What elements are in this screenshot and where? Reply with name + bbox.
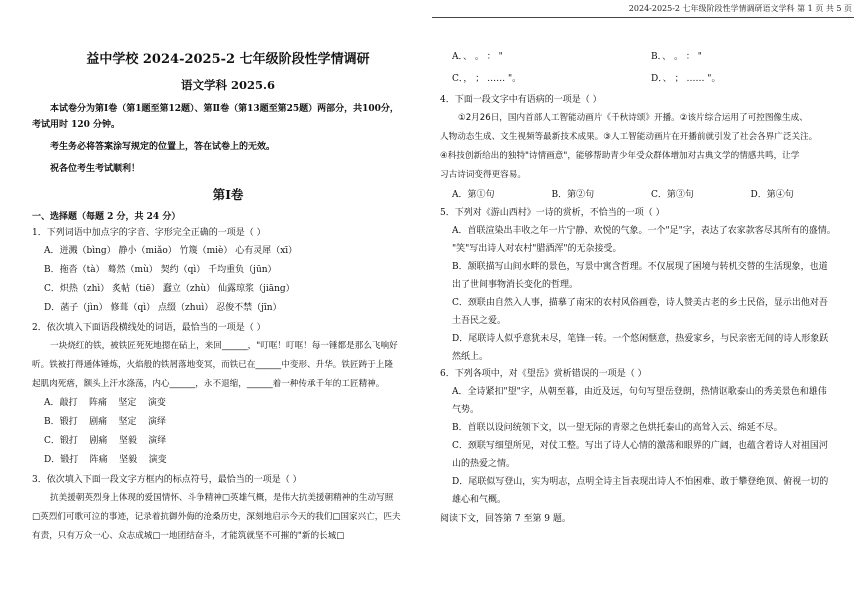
question-1-option-c: C．炽热（zhì） 炙帖（tiē） 蠢立（zhù） 仙露琼浆（jiāng） [44,284,295,294]
question-5-option-a: A．首联渲染出丰收之年一片宁静、欢悦的气象。一个"足"字，表达了农家款客尽其所有的盛情。 [452,226,836,236]
right-column [440,46,850,528]
opt-c-2: 剧痛 [89,436,108,446]
question-1-option-d: D．菡子（jìn） 修葺（qì） 点缀（zhuì） 忍俊不禁（jīn） [44,303,282,313]
section-title: 第Ⅰ卷 [212,187,244,202]
question-5-option-c-cont: 土吾民之爱。 [452,316,507,326]
opt-d-2: 阵痛 [89,455,108,465]
question-1-stem: 1．下列词语中加点字的字音、字形完全正确的一项是（ ） [32,228,266,238]
question-5-stem: 5．下列对《游山西村》一诗的赏析，不恰当的一项（ ） [440,208,665,218]
instruction-line-2: 考试用时 120 分钟。 [32,120,121,130]
opt-d-3: 坚毅 [119,455,138,465]
instruction-line-3: 考生务必将答案涂写规定的位置上，答在试卷上的无效。 [50,142,276,152]
opt-c-1: C．锻打 [44,436,78,446]
question-5-option-d-cont: 然纸上。 [452,352,489,362]
question-2-passage-line-1: 一块烧红的铁，被铁匠死死地摁在砧上，来回______，"叮哐！叮哐！每一锤都是那么飞响好 [50,341,398,351]
instruction-line-4: 祝各位考生考试顺利！ [50,164,141,174]
reading-instruction: 阅读下文，回答第 7 至第 9 题。 [440,514,571,524]
opt-a-2: 阵痛 [88,398,107,408]
question-4-passage-line-4: 习古诗词变得更容易。 [440,170,526,180]
question-1-option-b: B．拖沓（tà） 蓦然（mù） 契约（qì） 千均重负（jūn） [44,265,277,275]
instruction-line-1: 本试卷分为第Ⅰ卷（第1题至第12题）、第Ⅱ卷（第13题至第25题）两部分，共100分， [50,104,399,114]
question-3-option-d: D．、 ； …… "。 [651,74,721,84]
question-2-option-c [32,432,424,451]
question-2-passage-line-2: 听。铁被打得通体锤炼，火焰般的铁屑落地变冥，而铁已在______中变形、升华。铁匠踌于上隆 [32,360,393,370]
question-2-option-d [32,451,424,470]
question-3-options-row-2 [440,68,850,90]
question-1-option-a: A．迸溅（bìng） 静小（miǎo） 竹篾（miè） 心有灵犀（xī） [44,246,298,256]
question-4-passage-line-1: ①2月26日，国内首部人工智能动画片《千秋诗颂》开播。②该片综合运用了可控图像生成、 [458,113,808,123]
question-3-option-b: B．、 。 ： " [651,52,702,62]
question-2-stem: 2．依次填入下面语段横线处的词语，最恰当的一项是（ ） [32,323,266,333]
opt-b-2: 剧痛 [89,417,108,427]
question-3-option-a: A．、 。 ： " [452,52,503,62]
question-5-option-b-cont: 出了世间事物消长变化的哲理。 [452,280,579,290]
opt-d-1: D．锻打 [44,455,79,465]
question-3-passage-line-1: 抗美援朝英烈身上体现的爱国情怀、斗争精神□英雄气概，是伟大抗美援朝精神的生动写照 [50,493,394,503]
opt-b-4: 演绎 [148,417,167,427]
question-4-option-c: C．第③句 [651,190,694,200]
question-4-passage-line-2: 人物动态生成、文生视频等最新技术成果。③人工智能动画片在开播前就引发了社会各界广泛关注。 [440,132,818,142]
question-3-passage-line-3: 有责，只有万众一心、众志成城□一地团结奋斗，才能筑就坚不可摧的"新的长城□ [32,531,345,541]
question-2-option-a [32,394,424,413]
opt-a-4: 演变 [147,398,166,408]
question-6-option-b: B．首联以设问统领下文，以一望无际的青翠之色烘托泰山的高耸入云、绵延不尽。 [452,423,783,433]
question-3-passage-line-2: □英烈们可歌可泣的事迹，记录着抗御外侮的沧桑历史，深刻地启示今天的我们□国家兴亡，匹夫 [32,512,401,522]
question-2-passage-line-3: 起肌肉死瘩，额头上汗水涤荡，内心______，永不退缩，______着一种传承千年的工匠精神。 [32,379,385,389]
question-6-option-a: A．全诗紧扣"望"字，从朝至暮，由近及远，句句写望岳登朗，热情讴歌泰山的秀美景色和雄伟 [452,387,827,397]
question-6-option-c-cont: 山的热爱之情。 [452,459,516,469]
opt-b-3: 坚定 [118,417,137,427]
question-4-stem: 4．下面一段文字中有语病的一项是（ ） [440,95,602,105]
opt-d-4: 演变 [148,455,167,465]
header-rule [432,17,854,18]
opt-a-1: A．敲打 [44,398,78,408]
question-4-passage-line-3: ④科技创新给出的独特"诗情画意"，能够帮助青少年受众群体增加对古典文学的情感共鸣，让学 [440,151,800,161]
question-5-option-b: B．颔联描写山间水畔的景色，写景中寓含哲理。不仅展现了困境与转机交替的生活现象，也道 [452,262,828,272]
left-column [32,28,424,546]
question-5-option-a-cont: "笑"写出诗人对农村"腊酒浑"的无杂接受。 [452,244,622,254]
question-4-option-d: D．第④句 [750,190,794,200]
exam-subtitle: 语文学科 2025.6 [180,78,275,92]
question-5-option-c: C．颈联由自然入人事，描摹了南宋的农村风俗画卷，诗人赞美古老的乡土民俗，显示出他对吾 [452,298,828,308]
opt-b-1: B．锻打 [44,417,78,427]
opt-c-3: 坚毅 [118,436,137,446]
page-header [0,0,860,16]
question-4-options [440,185,850,205]
question-5-option-d: D．尾联诗人似乎意犹未尽，笔锋一转。一个悠闲惬意，热爱家乡，与民亲密无间的诗人形象跃 [452,334,829,344]
question-6-option-d: D．尾联似写登山，实为明志，点明全诗主旨表现出诗人不怕困难、敢于攀登绝顶、俯视一切的 [452,477,829,487]
question-4-option-a: A．第①句 [452,190,495,200]
question-4-option-b: B．第②句 [551,190,595,200]
question-6-option-d-cont: 雄心和气概。 [452,495,507,505]
opt-a-3: 坚定 [118,398,137,408]
question-2-option-b [32,413,424,432]
question-3-stem: 3．依次填入下面一段文字方框内的标点符号，最恰当的一项是（ ） [32,475,302,485]
exam-title: 益中学校 2024-2025-2 七年级阶段性学情调研 [86,52,370,67]
part-title: 一、选择题（每题 2 分，共 24 分） [32,212,181,222]
question-6-stem: 6．下列各项中，对《望岳》赏析错误的一项是（ ） [440,369,647,379]
question-6-option-a-cont: 气势。 [452,405,480,415]
header-text: 2024-2025-2 七年级阶段性学情调研语文学科 第 1 页 共 5 页 [628,4,852,13]
opt-c-4: 演绎 [148,436,167,446]
question-3-options-row-1 [440,46,850,68]
question-6-option-c: C．颈联写细望所见，对仗工整。写出了诗人心情的激荡和眼界的广阔，也蕴含着诗人对祖国河 [452,441,828,451]
question-3-option-c: C．， ； …… "。 [452,74,522,84]
